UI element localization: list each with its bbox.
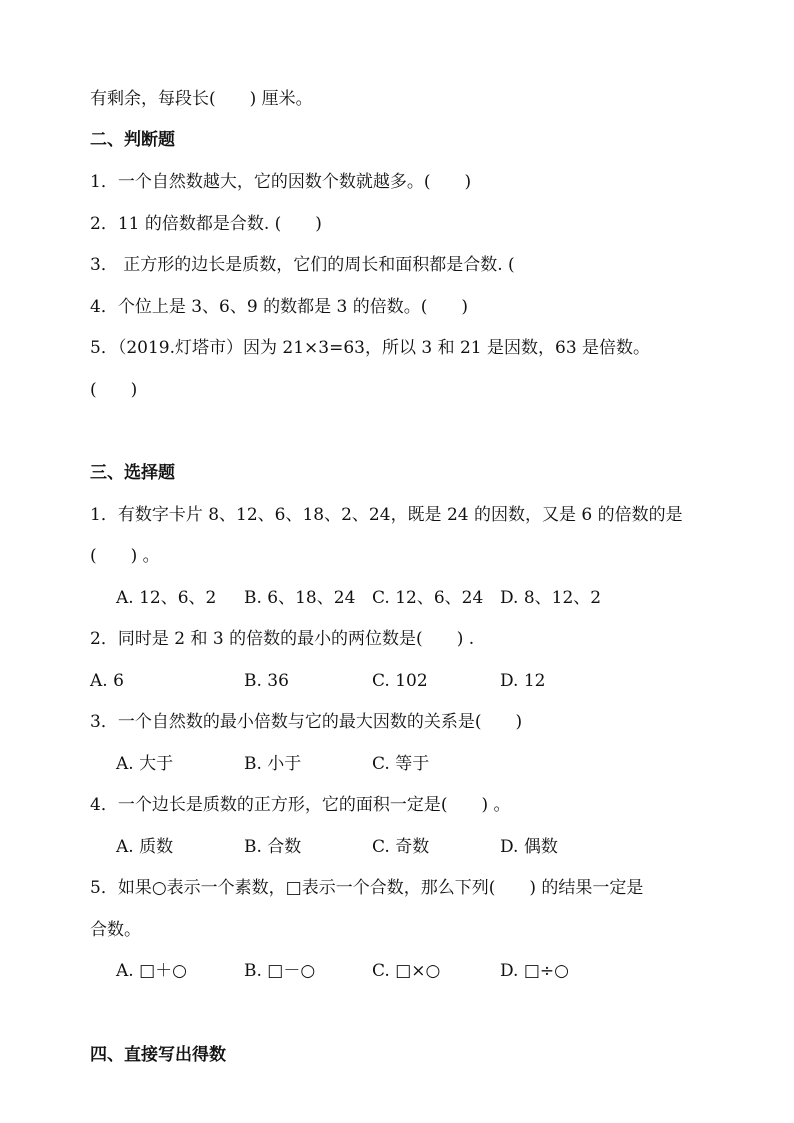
- choice-q1-option-c: C. 12、6、24: [372, 588, 484, 608]
- judgment-q5: 5．（2019.灯塔市）因为 21×3=63，所以 3 和 21 是因数，63 是倍数。: [90, 338, 651, 358]
- judgment-q2: 2．11 的倍数都是合数. ( ): [90, 214, 322, 234]
- choice-q2-option-c: C. 102: [372, 671, 428, 691]
- choice-q1-option-a: A. 12、6、2: [116, 588, 217, 608]
- choice-q5-option-d: D. □÷○: [500, 961, 569, 981]
- choice-q3-option-b: B. 小于: [244, 754, 302, 774]
- choice-q1-line1: 1．有数字卡片 8、12、6、18、2、24，既是 24 的因数，又是 6 的倍数的是: [90, 505, 683, 525]
- choice-q4-option-c: C. 奇数: [372, 837, 430, 857]
- choice-q5-option-a: A. □＋○: [116, 961, 187, 981]
- choice-q1-option-d: D. 8、12、2: [500, 588, 602, 608]
- choice-q2-option-d: D. 12: [500, 671, 546, 691]
- choice-q1-option-b: B. 6、18、24: [244, 588, 356, 608]
- choice-q1-line2: ( ) 。: [90, 546, 160, 566]
- choice-q4-option-b: B. 合数: [244, 837, 302, 857]
- judgment-q3: 3． 正方形的边长是质数，它们的周长和面积都是合数. (: [90, 255, 515, 275]
- section3-title: 三、选择题: [90, 463, 175, 483]
- judgment-q5-blank: ( ): [90, 380, 138, 400]
- section4-title: 四、直接写出得数: [90, 1045, 226, 1065]
- choice-q4-option-d: D. 偶数: [500, 837, 558, 857]
- choice-q4-option-a: A. 质数: [116, 837, 174, 857]
- choice-q4: 4．一个边长是质数的正方形，它的面积一定是( ) 。: [90, 795, 511, 815]
- top-fragment: 有剩余，每段长( ) 厘米。: [90, 89, 313, 109]
- choice-q5-option-c: C. □×○: [372, 961, 441, 981]
- choice-q3: 3．一个自然数的最小倍数与它的最大因数的关系是( ): [90, 712, 523, 732]
- choice-q5-line1: 5．如果○表示一个素数，□表示一个合数，那么下列( ) 的结果一定是: [90, 878, 644, 898]
- judgment-q1: 1．一个自然数越大，它的因数个数就越多。( ): [90, 172, 472, 192]
- judgment-q4: 4．个位上是 3、6、9 的数都是 3 的倍数。( ): [90, 297, 468, 317]
- choice-q5-option-b: B. □－○: [244, 961, 316, 981]
- choice-q5-line2: 合数。: [90, 920, 141, 940]
- section2-title: 二、判断题: [90, 130, 175, 150]
- choice-q3-option-a: A. 大于: [116, 754, 174, 774]
- choice-q2-option-b: B. 36: [244, 671, 289, 691]
- choice-q3-option-c: C. 等于: [372, 754, 430, 774]
- choice-q2-option-a: A. 6: [90, 671, 124, 691]
- choice-q2: 2．同时是 2 和 3 的倍数的最小的两位数是( ) .: [90, 629, 475, 649]
